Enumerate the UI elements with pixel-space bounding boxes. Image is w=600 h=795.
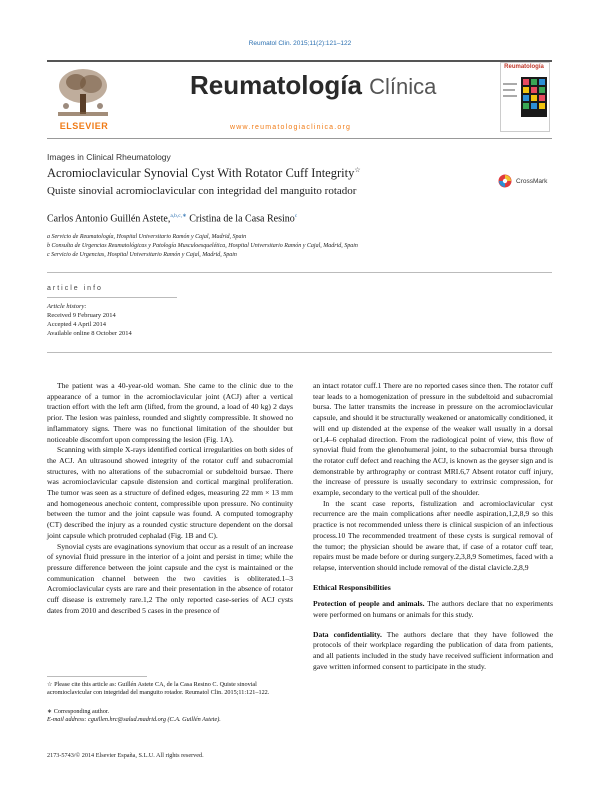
crossmark-icon — [498, 174, 512, 188]
email-footnote[interactable]: E-mail address: cguillen.hrc@salud.madrid.org (C.A. Guillén Astete). — [47, 716, 221, 723]
history-online: Available online 8 October 2014 — [47, 330, 132, 337]
author-name[interactable]: Cristina de la Casa Resino — [189, 213, 295, 225]
author-affiliation-marks[interactable]: a,b,c,∗ — [170, 213, 187, 219]
footnote-divider — [47, 676, 147, 677]
body-paragraph: In the scant case reports, fistulization and acromioclavicular cyst recurrence are the main complications after needle aspiration,1,2,8,9 so this practice is not recommended unless there is clinical suspicion of an infectious process.10 The recommended treatment of these cysts is surgical removal of the tumor; the physician should be aware that, if case of a rotator cuff tear, repairs must be made before or during surgery.2,3,8,9 Sometimes, faced with a relapse, intervention should include removal of the distal clavicle.2,8,9 — [313, 498, 553, 572]
author-affiliation-marks[interactable]: c — [294, 213, 298, 219]
article-info-heading: article info — [47, 285, 103, 292]
body-right-column — [313, 381, 553, 673]
author-list — [47, 213, 297, 224]
crossmark-badge[interactable] — [498, 172, 558, 192]
body-paragraph: an intact rotator cuff.1 There are no reported cases since then. The rotator cuff tear leads to a homogenization of pressure in the subdeltoid and subacromial bursa. The latter transmits the increase in pressure on the acromioclavicular capsule, and should it be structurally weakened or anatomically conditioned, it will end up distended at the expense of the weaker wall usually in a dorsal or1,4–6 cephalad direction. From the radiological point of view, this flow of synovial fluid from the glenohumeral joint, to the subacromial bursa through the rotator cuff defect and reaching the ACJ, is known as the geyser sign and is demonstrable by arthrography or contrast MRI.6,7 Absent rotator cuff injury, the increase of pressure is usually secondary to extrinsic compression, for example, secondary to the vertical pull of the shoulder. — [313, 381, 553, 498]
affiliation: a Servicio de Reumatología, Hospital Universitario Ramón y Cajal, Madrid, Spain — [47, 234, 247, 240]
body-paragraph: Scanning with simple X-rays identified cortical irregularities on both sides of the ACJ. An ultrasound showed integrity of the rotator cuff and subacromial structures, with no alterations of the subacromial or subdeltoid bursae. There was acromioclavicular capsule distension and cortical marginal proliferation. The tumor was seen as a structure of defined edges, measuring 22 mm × 13 mm and homogeneous anechoic content, compressible upon pressure. No continuity between the tumor and the joint capsule was found. A computed tomography (CT) described the injury as a rounded cystic structure dependent on the dorsal joint capsule which protruded cephalad (Fig. 1B and C). — [47, 445, 293, 540]
body-left-column — [47, 381, 293, 616]
title-footnote-mark[interactable]: ☆ — [354, 166, 361, 174]
history-received: Received 9 February 2014 — [47, 312, 116, 319]
cover-title: Reumatología — [504, 64, 544, 70]
confidentiality-text: The authors declare that they have followed the protocols of their workplace regarding the publication of data from patients, and all patients included in the study have received sufficient information and gave written informed consent to participate in the study. — [313, 629, 553, 671]
divider — [47, 297, 177, 298]
confidentiality-statement — [313, 630, 553, 673]
journal-cover-thumbnail — [500, 62, 550, 132]
article-title-text: Acromioclavicular Synovial Cyst With Rotator Cuff Integrity — [47, 166, 355, 181]
protection-statement — [313, 599, 553, 620]
article-title — [47, 166, 361, 181]
article-subtitle: Quiste sinovial acromioclavicular con integridad del manguito rotador — [47, 185, 357, 197]
corresponding-author-note: ∗ Corresponding author. — [47, 708, 110, 715]
journal-url[interactable]: www.reumatologiaclinica.org — [230, 124, 352, 131]
body-paragraph: The patient was a 40-year-old woman. She came to the clinic due to the appearance of a tumor in the acromioclavicular joint (ACJ) after a vertical traction effort with the left arm (lifted, from the ground, a load of 40 kg) 2 days prior. The lesion was painless, rounded and slightly compressible. It showed no inflammatory signs. There was no functional limitation of the shoulder but noticeable discomfort upon compressing the lesion (Fig. 1A). — [47, 381, 293, 444]
author-name[interactable]: Carlos Antonio Guillén Astete, — [47, 213, 171, 225]
copyright-line: 2173-5743/© 2014 Elsevier España, S.L.U. All rights reserved. — [47, 752, 204, 759]
divider — [47, 352, 552, 353]
journal-title — [190, 70, 436, 101]
journal-title-bold: Reumatología — [190, 70, 362, 100]
affiliation: c Servicio de Urgencias, Hospital Universitario Ramón y Cajal, Madrid, Spain — [47, 252, 237, 258]
citation-footnote: ☆ Please cite this article as: Guillén Astete CA, de la Casa Resino C. Quiste sinovial acromioclavicular con integridad del manguito rotador. Reumatol Clin. 2015;11:121–122. — [47, 681, 270, 697]
body-paragraph: Synovial cysts are evaginations synovium that occur as a result of an increase of synovial fluid pressure in the interior of a joint and persist in time; while the pressure difference between the joint capsule and the cyst is maintained or the communication channel between the two cavities is obliterated.1–3 Acromioclavicular cysts are rare and their presentation in the absence of rotator cuff disease is extremely rare.1,2 The only reported case-series of ACJ cysts dates from 2010 and described 5 cases in the presence of — [47, 541, 293, 615]
protection-label: Protection of people and animals. — [313, 599, 425, 609]
history-accepted: Accepted 4 April 2014 — [47, 321, 107, 328]
ethics-heading: Ethical Responsibilities — [313, 582, 391, 592]
history-label: Article history: — [47, 303, 87, 310]
elsevier-tree-logo — [54, 66, 112, 120]
article-section: Images in Clinical Rheumatology — [47, 152, 171, 162]
cover-mosaic-icon — [501, 63, 549, 131]
divider — [47, 272, 552, 273]
publisher-logo-text: ELSEVIER — [59, 121, 109, 131]
journal-citation[interactable]: Reumatol Clin. 2015;11(2):121–122 — [248, 40, 352, 47]
affiliation: b Consulta de Urgencias Reumatológicas y Patología Musculoesquelética, Hospital Universitario Ramón y Cajal, Madrid, Spain — [47, 243, 358, 249]
confidentiality-label: Data confidentiality. — [313, 629, 382, 639]
crossmark-label: CrossMark — [516, 177, 548, 185]
protection-text: The authors declare that no experiments were performed on humans or animals for this study. — [313, 599, 553, 620]
journal-title-light: Clínica — [369, 74, 437, 99]
